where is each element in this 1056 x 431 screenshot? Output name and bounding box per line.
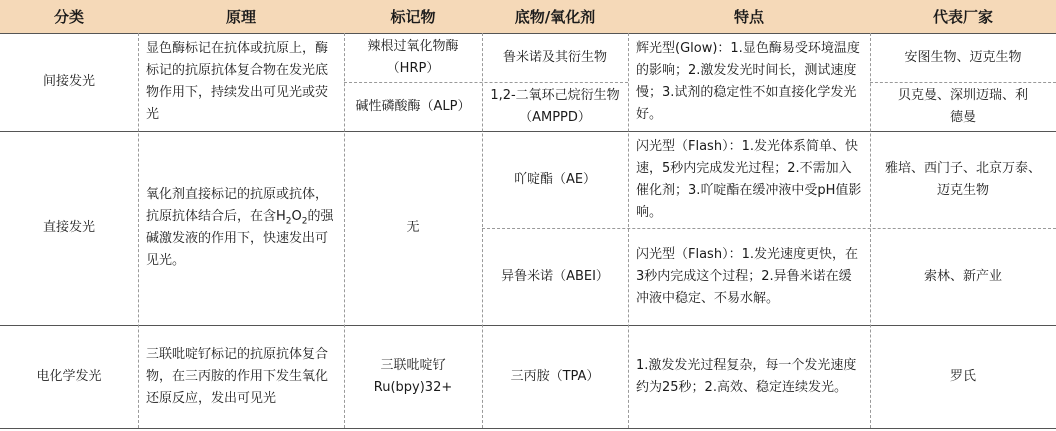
header-principle: 原理 — [225, 8, 256, 26]
features-flash-abei: 闪光型（Flash）：1.发光速度更快，在3秒内完成这个过程；2.异鲁米诺在缓冲液中稳定、不易水解。 — [636, 246, 858, 306]
marker-alp: 碱性磷酸酶（ALP） — [355, 98, 471, 114]
substrate-luminol: 鲁米诺及其衍生物 — [502, 49, 607, 65]
table-bottom-border — [0, 428, 1056, 429]
vendors-indirect-1: 安图生物、迈克生物 — [904, 49, 1022, 65]
features-electro: 1.激发发光过程复杂，每一个发光速度约为25秒；2.高效、稳定连续发光。 — [636, 357, 857, 395]
vendors-direct-1: 雅培、西门子、北京万泰、迈克生物 — [884, 160, 1041, 198]
marker-direct: 无 — [406, 220, 420, 235]
principle-electro: 三联吡啶钌标记的抗原抗体复合物，在三丙胺的作用下发生氧化还原反应，发出可见光 — [146, 346, 329, 406]
header-substrate: 底物/氧化剂 — [514, 8, 596, 26]
substrate-amppd: 1,2-二氧环己烷衍生物（AMPPD） — [490, 87, 620, 125]
marker-electro: 三联吡啶钌Ru(bpy)32+ — [373, 357, 453, 395]
category-indirect: 间接发光 — [42, 74, 95, 89]
principle-direct: 氧化剂直接标记的抗原或抗体，抗原抗体结合后，在含$H_2O_2$的强碱激发液的作用下，快速发出可见光。 — [146, 187, 334, 268]
header-category: 分类 — [53, 8, 84, 26]
header-vendors: 代表厂家 — [932, 8, 993, 26]
category-electro: 电化学发光 — [36, 368, 102, 384]
substrate-ae: 吖啶酯（AE） — [513, 171, 597, 187]
substrate-tpa: 三丙胺（TPA） — [510, 368, 600, 384]
category-direct: 直接发光 — [42, 220, 95, 235]
features-flash-ae: 闪光型（Flash）：1.发光体系简单、快速，5秒内完成发光过程；2.不需加入催化剂；3.吖啶酯在缓冲液中受pH值影响。 — [636, 138, 862, 220]
header-marker: 标记物 — [390, 8, 436, 26]
features-glow: 辉光型(Glow)：1.显色酶易受环境温度的影响；2.激发发光时间长，测试速度慢；3.试剂的稳定性不如直接化学发光好。 — [636, 41, 860, 122]
marker-hrp: 辣根过氧化物酶（HRP） — [367, 38, 459, 76]
vendors-indirect-2: 贝克曼、深圳迈瑞、利德曼 — [897, 87, 1028, 125]
header-features: 特点 — [733, 8, 764, 26]
principle-indirect: 显色酶标记在抗体或抗原上，酶标记的抗原抗体复合物在发光底物作用下，持续发出可见光或荧光 — [146, 41, 329, 122]
substrate-abei: 异鲁米诺（ABEI） — [501, 268, 609, 284]
vendors-direct-2: 索林、新产业 — [923, 268, 1002, 284]
vendors-electro: 罗氏 — [949, 368, 976, 384]
